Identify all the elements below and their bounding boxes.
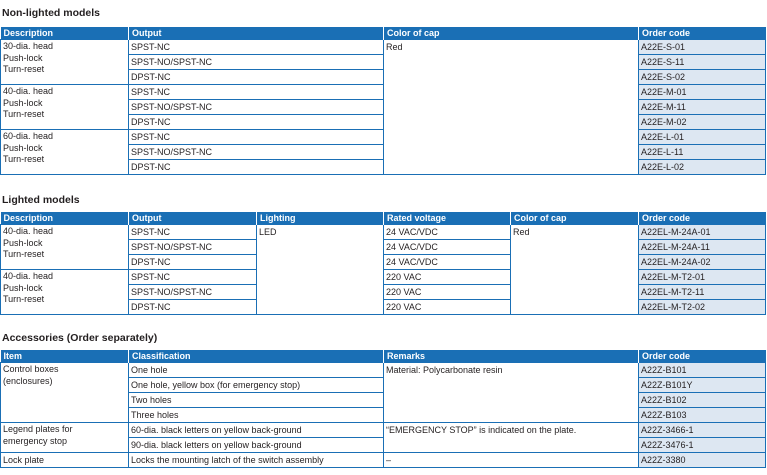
output-cell: DPST-NC: [129, 255, 257, 270]
description-cell: [1, 85, 129, 130]
table-row: [1, 40, 766, 55]
output-cell: DPST-NC: [129, 115, 384, 130]
voltage-cell: 24 VAC/VDC: [384, 255, 511, 270]
order-code-cell: A22E-M-02: [639, 115, 766, 130]
description-line: 40-dia. head: [3, 271, 54, 281]
order-code-cell: A22EL-M-24A-11: [639, 240, 766, 255]
item-cell: [1, 423, 129, 453]
column-header: Order code: [639, 27, 766, 40]
output-cell: DPST-NC: [129, 300, 257, 315]
order-code-cell: A22EL-M-24A-01: [639, 225, 766, 240]
order-code-cell: A22E-M-01: [639, 85, 766, 100]
description-line: Push-lock: [3, 237, 43, 248]
item-line: Legend plates for: [3, 424, 73, 434]
column-header: Rated voltage: [384, 212, 511, 225]
table-row: [1, 270, 766, 285]
classification-cell: 90-dia. black letters on yellow back-ground: [129, 438, 384, 453]
item-cell: Lock plate: [1, 453, 129, 468]
cap-color-cell: Red: [511, 225, 639, 315]
voltage-cell: 24 VAC/VDC: [384, 240, 511, 255]
table-header-row: [1, 27, 766, 40]
accessories-table: [0, 350, 766, 468]
voltage-cell: 220 VAC: [384, 285, 511, 300]
order-code-cell: A22Z-B101Y: [639, 378, 766, 393]
order-code-cell: A22EL-M-T2-01: [639, 270, 766, 285]
table-row: [1, 453, 766, 468]
output-cell: SPST-NC: [129, 270, 257, 285]
column-header: Output: [129, 212, 257, 225]
output-cell: DPST-NC: [129, 160, 384, 175]
item-line: Control boxes: [3, 364, 59, 374]
description-line: Turn-reset: [3, 249, 45, 260]
description-line: 60-dia. head: [3, 131, 54, 141]
description-line: Push-lock: [3, 142, 43, 153]
section-title-accessories: Accessories (Order separately): [2, 332, 158, 344]
voltage-cell: 220 VAC: [384, 300, 511, 315]
column-header: Remarks: [384, 350, 639, 363]
classification-cell: Two holes: [129, 393, 384, 408]
lighting-cell: LED: [257, 225, 384, 315]
output-cell: DPST-NC: [129, 70, 384, 85]
order-code-cell: A22Z-3380: [639, 453, 766, 468]
column-header: Color of cap: [511, 212, 639, 225]
item-line: (enclosures): [3, 375, 53, 386]
description-line: Turn-reset: [3, 154, 45, 165]
classification-cell: 60-dia. black letters on yellow back-ground: [129, 423, 384, 438]
output-cell: SPST-NO/SPST-NC: [129, 240, 257, 255]
remarks-cell: Material: Polycarbonate resin: [384, 363, 639, 423]
remarks-cell: –: [384, 453, 639, 468]
output-cell: SPST-NC: [129, 130, 384, 145]
order-code-cell: A22E-M-11: [639, 100, 766, 115]
non-lighted-table: [0, 27, 766, 175]
order-code-cell: A22E-S-11: [639, 55, 766, 70]
column-header: Classification: [129, 350, 384, 363]
column-header: Color of cap: [384, 27, 639, 40]
description-line: 30-dia. head: [3, 41, 54, 51]
description-line: Turn-reset: [3, 64, 45, 75]
output-cell: SPST-NO/SPST-NC: [129, 55, 384, 70]
order-code-cell: A22Z-B101: [639, 363, 766, 378]
column-header: Order code: [639, 350, 766, 363]
output-cell: SPST-NO/SPST-NC: [129, 145, 384, 160]
classification-cell: One hole: [129, 363, 384, 378]
remarks-cell: “EMERGENCY STOP” is indicated on the plate.: [384, 423, 639, 453]
description-cell: [1, 40, 129, 85]
order-code-cell: A22Z-3466-1: [639, 423, 766, 438]
description-line: Push-lock: [3, 282, 43, 293]
lighted-table: [0, 212, 766, 315]
item-cell: [1, 363, 129, 423]
voltage-cell: 24 VAC/VDC: [384, 225, 511, 240]
classification-cell: One hole, yellow box (for emergency stop): [129, 378, 384, 393]
column-header: Output: [129, 27, 384, 40]
order-code-cell: A22Z-B103: [639, 408, 766, 423]
section-title-non-lighted: Non-lighted models: [2, 7, 100, 19]
description-line: Turn-reset: [3, 109, 45, 120]
order-code-cell: A22EL-M-24A-02: [639, 255, 766, 270]
description-line: Push-lock: [3, 52, 43, 63]
classification-cell: Locks the mounting latch of the switch assembly: [129, 453, 384, 468]
column-header: Order code: [639, 212, 766, 225]
voltage-cell: 220 VAC: [384, 270, 511, 285]
item-line: emergency stop: [3, 435, 68, 446]
description-line: Turn-reset: [3, 294, 45, 305]
description-cell: [1, 270, 129, 315]
description-line: 40-dia. head: [3, 226, 54, 236]
cap-color-cell: Red: [384, 40, 639, 175]
table-row: [1, 423, 766, 438]
order-code-cell: A22E-S-01: [639, 40, 766, 55]
column-header: Description: [1, 212, 129, 225]
order-code-cell: A22E-L-11: [639, 145, 766, 160]
order-code-cell: A22EL-M-T2-02: [639, 300, 766, 315]
output-cell: SPST-NC: [129, 225, 257, 240]
table-row: [1, 130, 766, 145]
table-header-row: [1, 350, 766, 363]
order-code-cell: A22Z-3476-1: [639, 438, 766, 453]
description-cell: [1, 130, 129, 175]
order-code-cell: A22E-L-02: [639, 160, 766, 175]
order-code-cell: A22EL-M-T2-11: [639, 285, 766, 300]
classification-cell: Three holes: [129, 408, 384, 423]
section-title-lighted: Lighted models: [2, 194, 80, 206]
description-line: 40-dia. head: [3, 86, 54, 96]
table-header-row: [1, 212, 766, 225]
column-header: Lighting: [257, 212, 384, 225]
output-cell: SPST-NO/SPST-NC: [129, 285, 257, 300]
output-cell: SPST-NO/SPST-NC: [129, 100, 384, 115]
table-row: [1, 85, 766, 100]
order-code-cell: A22E-L-01: [639, 130, 766, 145]
column-header: Description: [1, 27, 129, 40]
order-code-cell: A22Z-B102: [639, 393, 766, 408]
description-cell: [1, 225, 129, 270]
output-cell: SPST-NC: [129, 40, 384, 55]
description-line: Push-lock: [3, 97, 43, 108]
column-header: Item: [1, 350, 129, 363]
table-row: [1, 225, 766, 240]
order-code-cell: A22E-S-02: [639, 70, 766, 85]
table-row: [1, 363, 766, 378]
output-cell: SPST-NC: [129, 85, 384, 100]
